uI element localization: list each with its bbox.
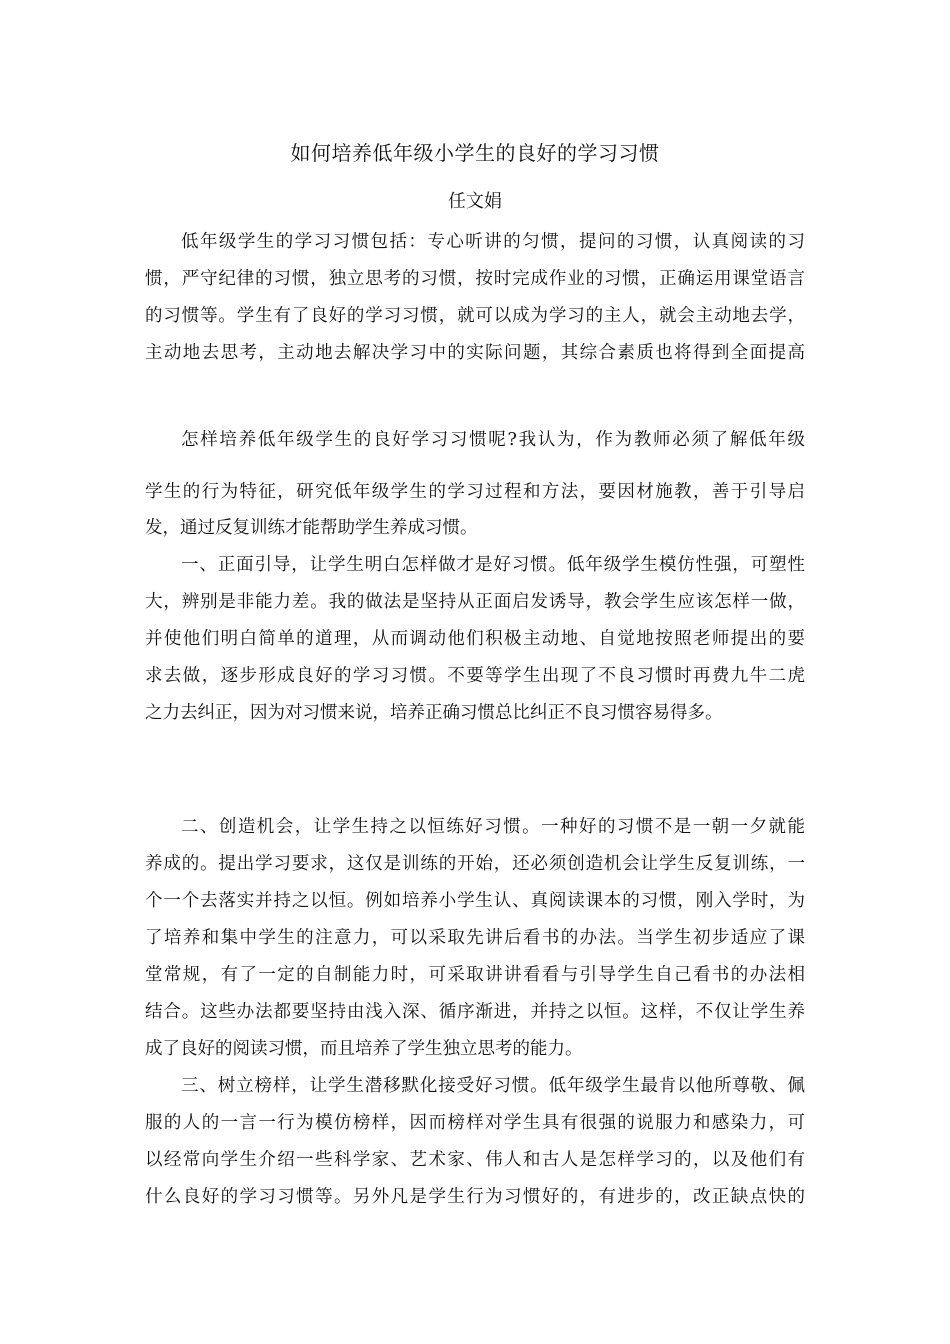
document-author: 任文娟 <box>448 191 502 212</box>
text-line: 以经常向学生介绍一些科学家、艺术家、伟人和古人是怎样学习的，以及他们有 <box>145 1150 805 1170</box>
text-line: 成了良好的阅读习惯，而且培养了学生独立思考的能力。 <box>145 1039 583 1059</box>
text-line: 主动地去思考，主动地去解决学习中的实际问题，其综合素质也将得到全面提高 <box>145 343 805 363</box>
text-line: 养成的。提出学习要求，这仅是训练的开始，还必须创造机会让学生反复训练，一 <box>145 854 805 874</box>
text-line: 大，辨别是非能力差。我的做法是坚持从正面启发诱导，教会学生应该怎样一做， <box>145 592 805 612</box>
text-line: 发，通过反复训练才能帮助学生养成习惯。 <box>145 518 478 538</box>
text-line: 低年级学生的学习习惯包括：专心听讲的匀惯，提问的习惯，认真阅读的习 <box>181 232 805 252</box>
text-line: 惯，严守纪律的习惯，独立思考的习惯，按时完成作业的习惯，正确运用课堂语言 <box>145 269 805 289</box>
text-line: 一、正面引导，让学生明白怎样做才是好习惯。低年级学生模仿性强，可塑性 <box>181 555 805 575</box>
text-line: 什么良好的学习习惯等。另外凡是学生行为习惯好的，有进步的，改正缺点快的 <box>145 1187 805 1207</box>
text-line: 求去做，逐步形成良好的学习习惯。不要等学生出现了不良习惯时再费九牛二虎 <box>145 666 805 686</box>
text-line: 服的人的一言一行为模仿榜样，因而榜样对学生具有很强的说服力和感染力，可 <box>145 1113 805 1133</box>
text-line: 学生的行为特征，研究低年级学生的学习过程和方法，要因材施教，善于引导启 <box>145 482 805 502</box>
text-line: 三、树立榜样，让学生潜移默化接受好习惯。低年级学生最肯以他所尊敬、佩 <box>181 1076 805 1096</box>
text-line: 的习惯等。学生有了良好的学习习惯，就可以成为学习的主人，就会主动地去学， <box>145 306 805 326</box>
text-line: 结合。这些办法都要坚持由浅入深、循序渐进，并持之以恒。这样，不仅让学生养 <box>145 1002 805 1022</box>
text-line: 怎样培养低年级学生的良好学习习惯呢?我认为，作为教师必须了解低年级 <box>181 430 805 450</box>
text-line: 了培养和集中学生的注意力，可以采取先讲后看书的办法。当学生初步适应了课 <box>145 928 805 948</box>
document-title: 如何培养低年级小学生的良好的学习习惯 <box>290 141 660 165</box>
text-line: 个一个去落实并持之以恒。例如培养小学生认、真阅读课本的习惯，刚入学时，为 <box>145 891 805 911</box>
text-line: 堂常规，有了一定的自制能力时，可采取讲讲看看与引导学生自己看书的办法相 <box>145 965 805 985</box>
text-line: 之力去纠正，因为对习惯来说，培养正确习惯总比纠正不良习惯容易得多。 <box>145 703 723 723</box>
text-line: 并使他们明白简单的道理，从而调动他们积极主动地、自觉地按照老师提出的要 <box>145 629 805 649</box>
text-line: 二、创造机会，让学生持之以恒练好习惯。一种好的习惯不是一朝一夕就能 <box>181 817 805 837</box>
